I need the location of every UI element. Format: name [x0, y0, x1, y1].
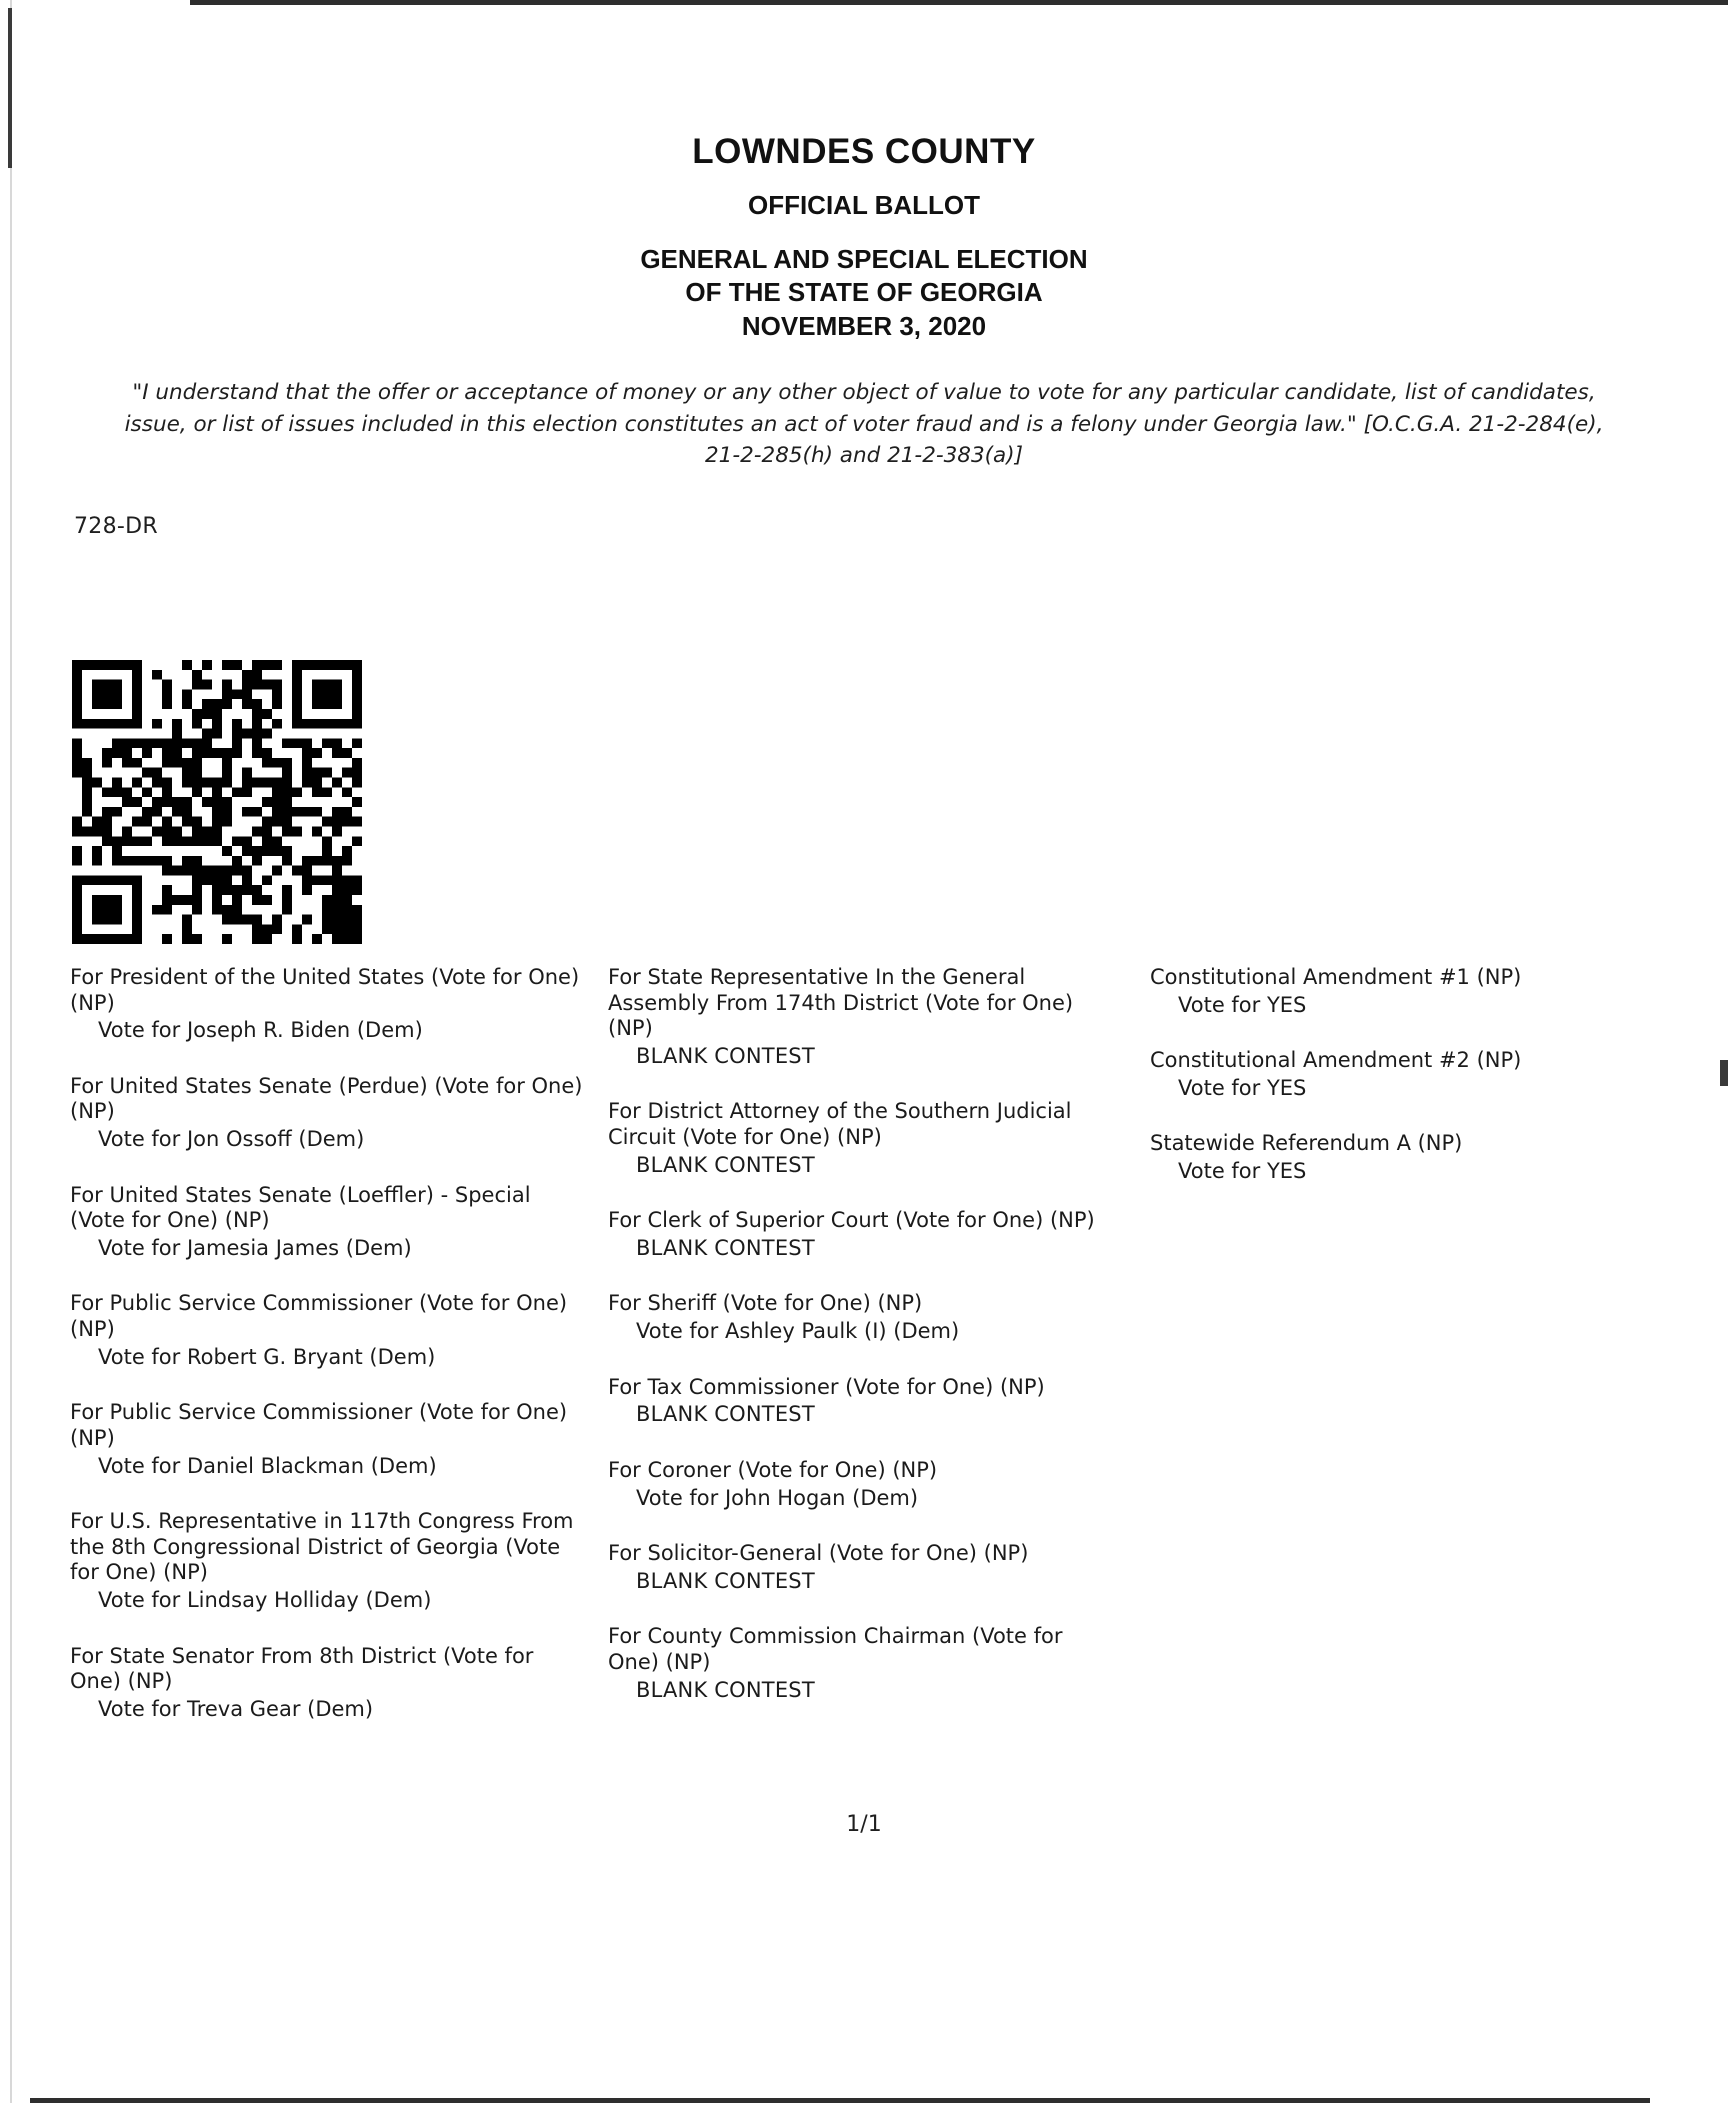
voter-oath-text: "I understand that the offer or acceptance of money or any other object of value to vote for any particular candidate, list of candidates, issue, or list of issues included in this election constitutes an act of voter fraud and is a felony under Georgia law." [O.C.G.A. 21-2-284(e), 21-2-285(h) and 21-2-383(a)]: [124, 379, 1604, 469]
contest-title: For Sheriff (Vote for One) (NP): [608, 1291, 923, 1316]
election-title-line1: GENERAL AND SPECIAL ELECTION: [640, 244, 1088, 274]
contest-entry: [70, 965, 588, 1044]
contest-column-2: [600, 965, 1130, 1752]
contest-title: For United States Senate (Perdue) (Vote for One) (NP): [70, 1073, 583, 1124]
contest-selection: Vote for John Hogan (Dem): [636, 1485, 919, 1510]
contest-title: For Public Service Commissioner (Vote for One) (NP): [70, 1400, 568, 1450]
contest-entry: [1150, 965, 1648, 1018]
ballot-header: [0, 132, 1728, 343]
page-number: 1/1: [846, 1812, 882, 1837]
contest-title: For Tax Commissioner (Vote for One) (NP): [608, 1374, 1045, 1399]
contest-title: For Clerk of Superior Court (Vote for One) (NP): [608, 1208, 1095, 1233]
contest-entry: [70, 1291, 588, 1370]
contest-entry: [608, 1291, 1118, 1344]
contest-selection: Vote for Treva Gear (Dem): [98, 1696, 374, 1721]
contest-entry: [1150, 1048, 1648, 1101]
contest-entry: [608, 1208, 1118, 1261]
contest-selection: Vote for YES: [1178, 1159, 1307, 1184]
contest-entry: [608, 1541, 1118, 1594]
contest-title: For President of the United States (Vote for One) (NP): [70, 965, 580, 1015]
contest-title: Constitutional Amendment #2 (NP): [1150, 1048, 1522, 1073]
contest-selection: Vote for Jamesia James (Dem): [98, 1235, 412, 1260]
contest-entry: [70, 1074, 588, 1153]
qr-code-image: [72, 660, 362, 944]
ballot-style-code: 728-DR: [74, 514, 158, 539]
contest-selection: Vote for Robert G. Bryant (Dem): [98, 1344, 436, 1369]
contest-title: For Solicitor-General (Vote for One) (NP): [608, 1541, 1029, 1566]
contest-title: For U.S. Representative in 117th Congress From the 8th Congressional District of Georgia (Vote for One) (NP): [70, 1509, 574, 1585]
contest-blank-label: BLANK CONTEST: [636, 1677, 815, 1702]
contest-entry: [608, 1375, 1118, 1428]
contest-columns: [70, 965, 1670, 1752]
official-ballot-label: OFFICIAL BALLOT: [747, 190, 981, 220]
contest-title: For County Commission Chairman (Vote for One) (NP): [608, 1624, 1063, 1674]
contest-title: Statewide Referendum A (NP): [1150, 1131, 1463, 1156]
contest-title: For Public Service Commissioner (Vote for One) (NP): [70, 1291, 568, 1342]
contest-entry: [608, 1624, 1118, 1703]
contest-entry: [608, 1099, 1118, 1178]
contest-selection: Vote for Jon Ossoff (Dem): [98, 1127, 365, 1152]
election-title-line2: OF THE STATE OF GEORGIA: [685, 277, 1043, 308]
contest-blank-label: BLANK CONTEST: [636, 1152, 815, 1177]
contest-selection: Vote for Ashley Paulk (I) (Dem): [636, 1319, 960, 1344]
contest-entry: [70, 1509, 588, 1613]
contest-title: For United States Senate (Loeffler) - Special (Vote for One) (NP): [70, 1182, 531, 1233]
contest-title: For District Attorney of the Southern Judicial Circuit (Vote for One) (NP): [608, 1099, 1072, 1150]
county-title: LOWNDES COUNTY: [692, 132, 1036, 171]
contest-column-1: [70, 965, 600, 1752]
contest-blank-label: BLANK CONTEST: [636, 1043, 815, 1068]
contest-selection: Vote for Lindsay Holliday (Dem): [98, 1587, 432, 1612]
contest-title: Constitutional Amendment #1 (NP): [1150, 965, 1522, 989]
contest-entry: [608, 965, 1118, 1069]
contest-selection: Vote for Daniel Blackman (Dem): [98, 1453, 437, 1478]
qr-code: [72, 660, 362, 944]
contest-title: For Coroner (Vote for One) (NP): [608, 1457, 938, 1482]
contest-blank-label: BLANK CONTEST: [636, 1235, 815, 1260]
contest-blank-label: BLANK CONTEST: [636, 1402, 815, 1427]
contest-entry: [70, 1400, 588, 1479]
contest-selection: Vote for YES: [1178, 992, 1307, 1017]
contest-title: For State Senator From 8th District (Vote for One) (NP): [70, 1643, 534, 1694]
contest-selection: Vote for YES: [1178, 1075, 1307, 1100]
contest-entry: [70, 1644, 588, 1723]
contest-column-3: [1130, 965, 1660, 1752]
election-date: NOVEMBER 3, 2020: [741, 310, 987, 341]
contest-entry: [1150, 1131, 1648, 1184]
contest-title: For State Representative In the General Assembly From 174th District (Vote for One) (NP): [608, 965, 1074, 1041]
election-title: [0, 243, 1728, 343]
contest-selection: Vote for Joseph R. Biden (Dem): [98, 1018, 423, 1043]
contest-blank-label: BLANK CONTEST: [636, 1568, 815, 1593]
contest-entry: [608, 1458, 1118, 1511]
contest-entry: [70, 1183, 588, 1262]
